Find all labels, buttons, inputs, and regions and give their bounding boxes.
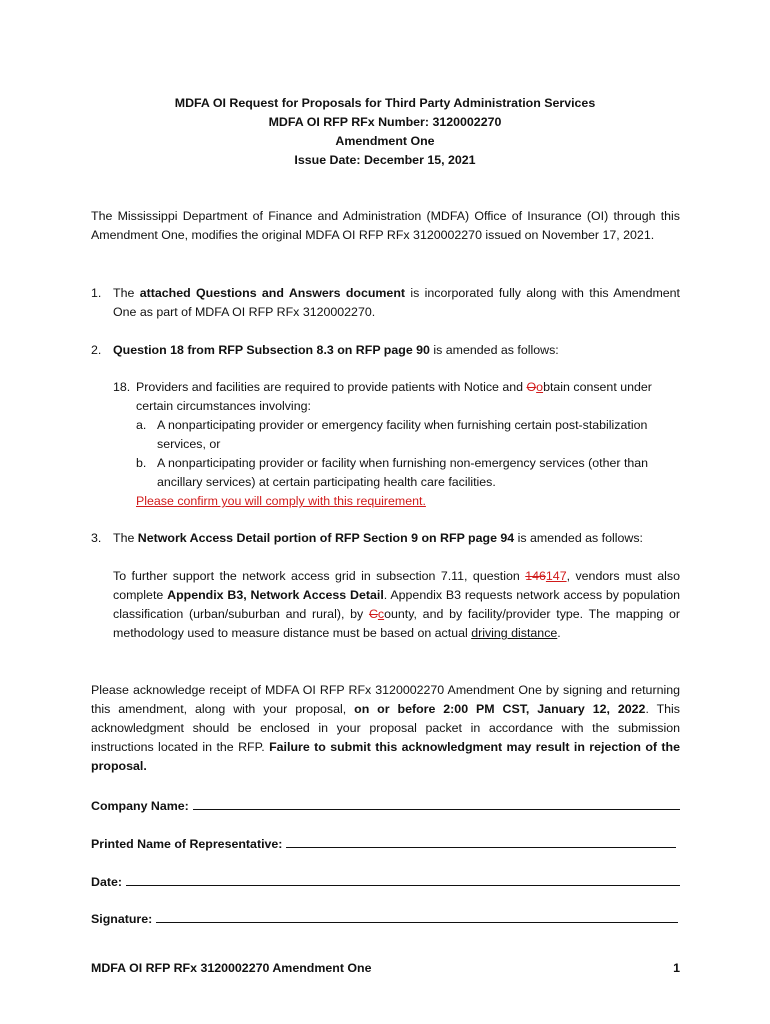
company-name-line[interactable] bbox=[193, 809, 680, 810]
intro-paragraph: The Mississippi Department of Finance and Administration (MDFA) Office of Insurance (OI) through this Amendment One, modifies the original MDFA OI RFP RFx 3120002270 issued on November 17, 2021. bbox=[91, 209, 680, 242]
item-3-bold: Network Access Detail portion of RFP Section 9 on RFP page 94 bbox=[137, 531, 515, 545]
question-18-number: 18. bbox=[113, 380, 131, 394]
signature-label: Signature: bbox=[91, 912, 153, 926]
printed-name-line[interactable] bbox=[286, 847, 676, 848]
header-rfx-number: MDFA OI RFP RFx Number: 3120002270 bbox=[268, 115, 502, 129]
printed-name-field[interactable] bbox=[91, 831, 676, 851]
item-2-bold: Question 18 from RFP Subsection 8.3 on RFP page 90 bbox=[113, 343, 430, 357]
inserted-text: o bbox=[536, 380, 544, 394]
confirm-requirement-text: Please confirm you will comply with this requirement. bbox=[136, 494, 426, 508]
item-3 bbox=[91, 529, 680, 548]
signature-line[interactable] bbox=[156, 922, 678, 923]
page-footer bbox=[91, 961, 680, 975]
signature-field[interactable] bbox=[91, 906, 678, 926]
item-2-number: 2. bbox=[91, 343, 102, 357]
acknowledgment-paragraph: Please acknowledge receipt of MDFA OI RFP RFx 3120002270 Amendment One by signing and returning this amendment, along with your proposal, on or before 2:00 PM CST, January 12, 2022. This acknowledgment should be enclosed in your proposal packet in accordance with the submission instructions located in the RFP. Failure to submit this acknowledgment may result in rejection of the proposal. bbox=[91, 683, 681, 773]
inserted-text: c bbox=[377, 607, 385, 621]
item-2-text: Question 18 from RFP Subsection 8.3 on RFP page 90 is amended as follows: bbox=[113, 343, 559, 357]
footer-document-id: MDFA OI RFP RFx 3120002270 Amendment One bbox=[91, 961, 372, 975]
date-label: Date: bbox=[91, 875, 122, 889]
item-3-text: The Network Access Detail portion of RFP Section 9 on RFP page 94 is amended as follows: bbox=[113, 531, 643, 545]
header-issue-date: Issue Date: December 15, 2021 bbox=[294, 153, 476, 167]
question-18-item-a: a. A nonparticipating provider or emergency facility when furnishing certain post-stabilization services, or bbox=[136, 418, 648, 451]
deleted-text: O bbox=[526, 380, 537, 394]
question-18-text: Providers and facilities are required to provide patients with Notice and Oobtain consent under certain circumstances involving: bbox=[136, 380, 652, 413]
network-access-paragraph: To further support the network access grid in subsection 7.11, question 146147, vendors must also complete Appendix B3, Network Access Detail. Appendix B3 requests network access by population classification (urban/suburban and rural), by Ccounty, and by facility/provider type. The mapping or methodology used to measure distance must be based on actual driving distance. bbox=[113, 569, 681, 640]
date-line[interactable] bbox=[126, 885, 680, 886]
item-1 bbox=[91, 284, 680, 322]
deleted-text: C bbox=[368, 607, 378, 621]
inserted-text: 147 bbox=[545, 569, 567, 583]
item-1-bold: attached Questions and Answers document bbox=[139, 286, 406, 300]
company-name-label: Company Name: bbox=[91, 799, 189, 813]
company-name-field[interactable] bbox=[91, 793, 680, 813]
question-18-item-b: b. A nonparticipating provider or facility when furnishing non-emergency services (other than ancillary services) at certain participating health care facilities. bbox=[136, 456, 649, 489]
printed-name-label: Printed Name of Representative: bbox=[91, 837, 283, 851]
page-number: 1 bbox=[673, 961, 680, 975]
question-18 bbox=[113, 378, 680, 511]
document-header bbox=[0, 94, 770, 170]
deleted-text: 146 bbox=[525, 569, 546, 583]
header-title: MDFA OI Request for Proposals for Third Party Administration Services bbox=[174, 96, 596, 110]
item-1-text: The attached Questions and Answers document is incorporated fully along with this Amendment One as part of MDFA OI RFP RFx 3120002270. bbox=[113, 286, 681, 319]
date-field[interactable] bbox=[91, 869, 680, 889]
item-2 bbox=[91, 341, 680, 360]
item-3-number: 3. bbox=[91, 531, 102, 545]
header-amendment: Amendment One bbox=[335, 134, 435, 148]
item-1-number: 1. bbox=[91, 286, 102, 300]
